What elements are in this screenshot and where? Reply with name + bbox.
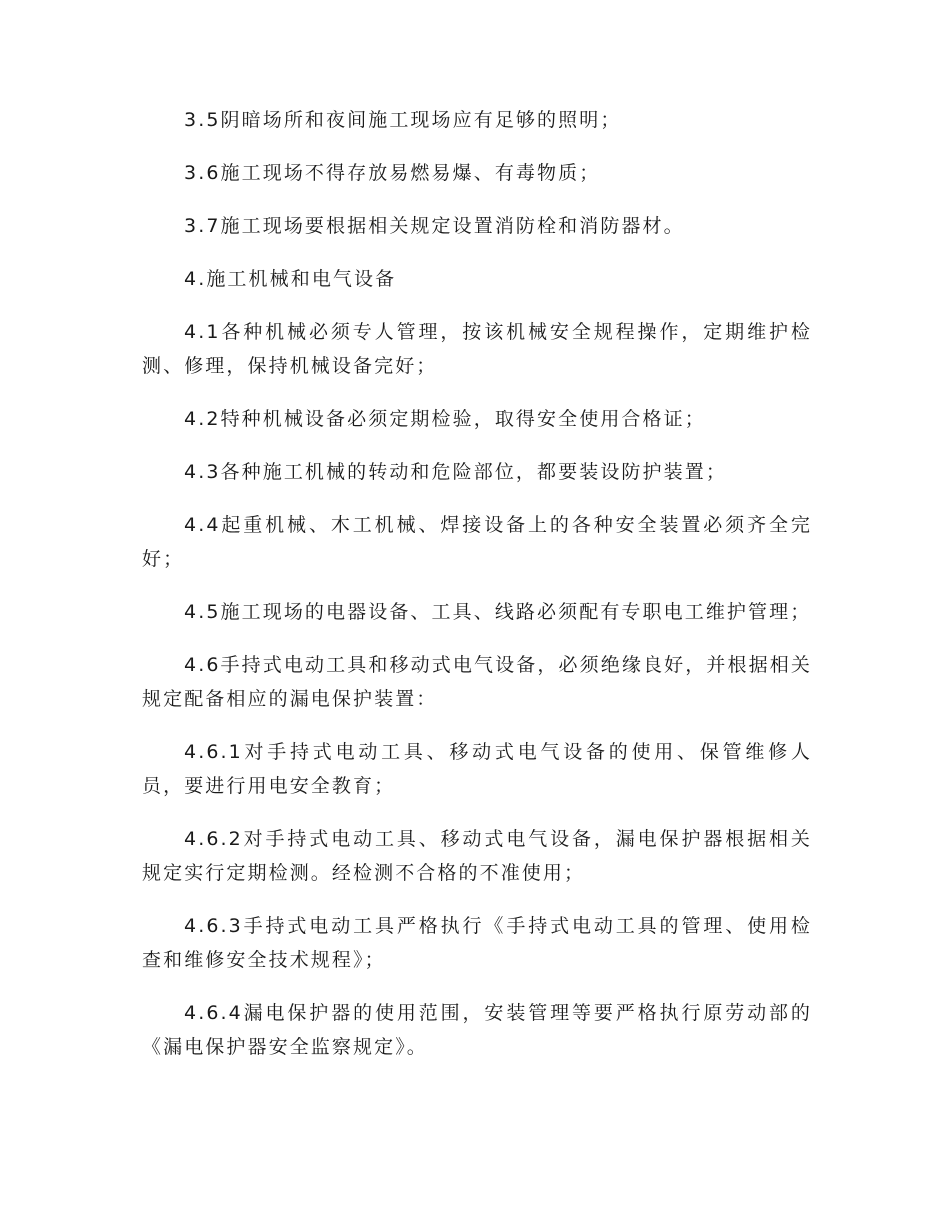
paragraph-3-7: 3.7施工现场要根据相关规定设置消防栓和消防器材。: [184, 215, 685, 237]
section-heading-4: 4.施工机械和电气设备: [184, 268, 397, 290]
paragraph-4-2: 4.2特种机械设备必须定期检验，取得安全使用合格证；: [184, 408, 706, 430]
paragraph-4-6-4: 4.6.4漏电保护器的使用范围，安装管理等要严格执行原劳动部的《漏电保护器安全监察规定》。: [142, 1002, 812, 1058]
paragraph-4-1: 4.1各种机械必须专人管理，按该机械安全规程操作，定期维护检测、修理，保持机械设备完好；: [142, 321, 812, 377]
paragraph-4-6-2: 4.6.2对手持式电动工具、移动式电气设备，漏电保护器根据相关规定实行定期检测。经检测不合格的不准使用；: [142, 828, 812, 884]
paragraph-3-5: 3.5阴暗场所和夜间施工现场应有足够的照明；: [184, 109, 622, 131]
paragraph-4-6-3: 4.6.3手持式电动工具严格执行《手持式电动工具的管理、使用检查和维修安全技术规程》；: [142, 915, 812, 971]
paragraph-4-6-1: 4.6.1对手持式电动工具、移动式电气设备的使用、保管维修人员，要进行用电安全教育；: [142, 741, 812, 797]
paragraph-3-6: 3.6施工现场不得存放易燃易爆、有毒物质；: [184, 162, 601, 184]
paragraph-4-4: 4.4起重机械、木工机械、焊接设备上的各种安全装置必须齐全完好；: [142, 514, 812, 570]
paragraph-4-6: 4.6手持式电动工具和移动式电气设备，必须绝缘良好，并根据相关规定配备相应的漏电保护装置：: [142, 654, 812, 710]
document-body: [142, 103, 812, 1083]
paragraph-4-5: 4.5施工现场的电器设备、工具、线路必须配有专职电工维护管理；: [184, 601, 812, 623]
paragraph-4-3: 4.3各种施工机械的转动和危险部位，都要装设防护装置；: [184, 461, 727, 483]
